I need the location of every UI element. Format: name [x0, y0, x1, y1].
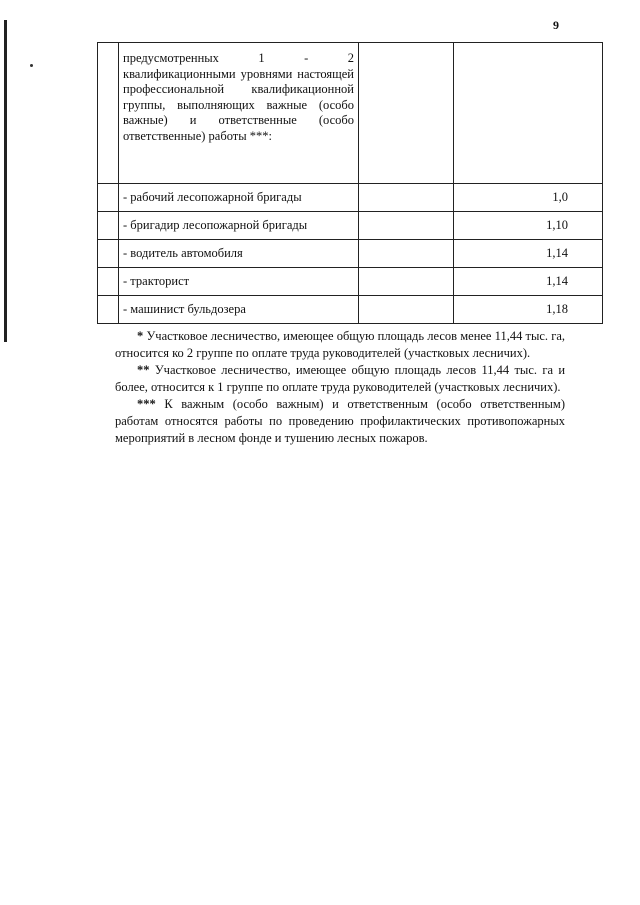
table-row — [98, 212, 603, 240]
table-cell-empty — [359, 184, 454, 212]
page-number: 9 — [553, 18, 559, 32]
footnote-text: Участковое лесничество, имеющее общую площадь лесов 11,44 тыс. га и более, относится к 1 группе по оплате труда руководителей (участковых лесничих). — [115, 363, 566, 394]
table-row — [98, 296, 603, 324]
table-cell-number — [98, 240, 119, 268]
table-cell-empty — [359, 296, 454, 324]
table-cell-value — [454, 43, 603, 184]
coefficient-value: 1,10 — [454, 212, 603, 240]
table-cell-number — [98, 268, 119, 296]
table-cell-empty — [359, 212, 454, 240]
footnote-1 — [115, 328, 565, 362]
table-header-row — [98, 43, 603, 184]
position-name: - машинист бульдозера — [119, 296, 359, 324]
table-cell-number — [98, 296, 119, 324]
table-cell-empty — [359, 240, 454, 268]
margin-binding-line — [4, 20, 7, 342]
footnote-3 — [115, 396, 565, 447]
table-row — [98, 268, 603, 296]
table-cell-number — [98, 212, 119, 240]
coefficient-value: 1,14 — [454, 268, 603, 296]
table-row — [98, 240, 603, 268]
coefficient-value: 1,14 — [454, 240, 603, 268]
position-name: - рабочий лесопожарной бригады — [119, 184, 359, 212]
table-cell-number — [98, 184, 119, 212]
footnote-mark: *** — [137, 397, 156, 411]
table-cell-empty — [359, 268, 454, 296]
table-cell-number — [98, 43, 119, 184]
position-name: - водитель автомобиля — [119, 240, 359, 268]
table-row — [98, 184, 603, 212]
coefficient-value: 1,18 — [454, 296, 603, 324]
footnote-2 — [115, 362, 565, 396]
footnotes — [115, 328, 565, 447]
coefficient-value: 1,0 — [454, 184, 603, 212]
footnote-mark: ** — [137, 363, 150, 377]
footnote-mark: * — [137, 329, 144, 343]
footnote-text: Участковое лесничество, имеющее общую площадь лесов менее 11,44 тыс. га, относится ко 2 группе по оплате труда руководителей (участковых лесничих). — [115, 329, 566, 360]
table-header-text: предусмотренных 1 - 2 квалификационными уровнями настоящей профессиональной квалификационной группы, выполняющих важные (особо важные) и ответственные (особо ответственные) работы ***: — [119, 43, 359, 184]
coefficient-table — [97, 42, 603, 324]
position-name: - бригадир лесопожарной бригады — [119, 212, 359, 240]
footnote-text: К важным (особо важным) и ответственным (особо ответственным) работам относятся работы по проведению профилактических противопожарных мероприятий в лесном фонде и тушению лесных пожаров. — [115, 397, 566, 445]
position-name: - тракторист — [119, 268, 359, 296]
margin-mark — [30, 64, 33, 67]
table-cell-empty — [359, 43, 454, 184]
